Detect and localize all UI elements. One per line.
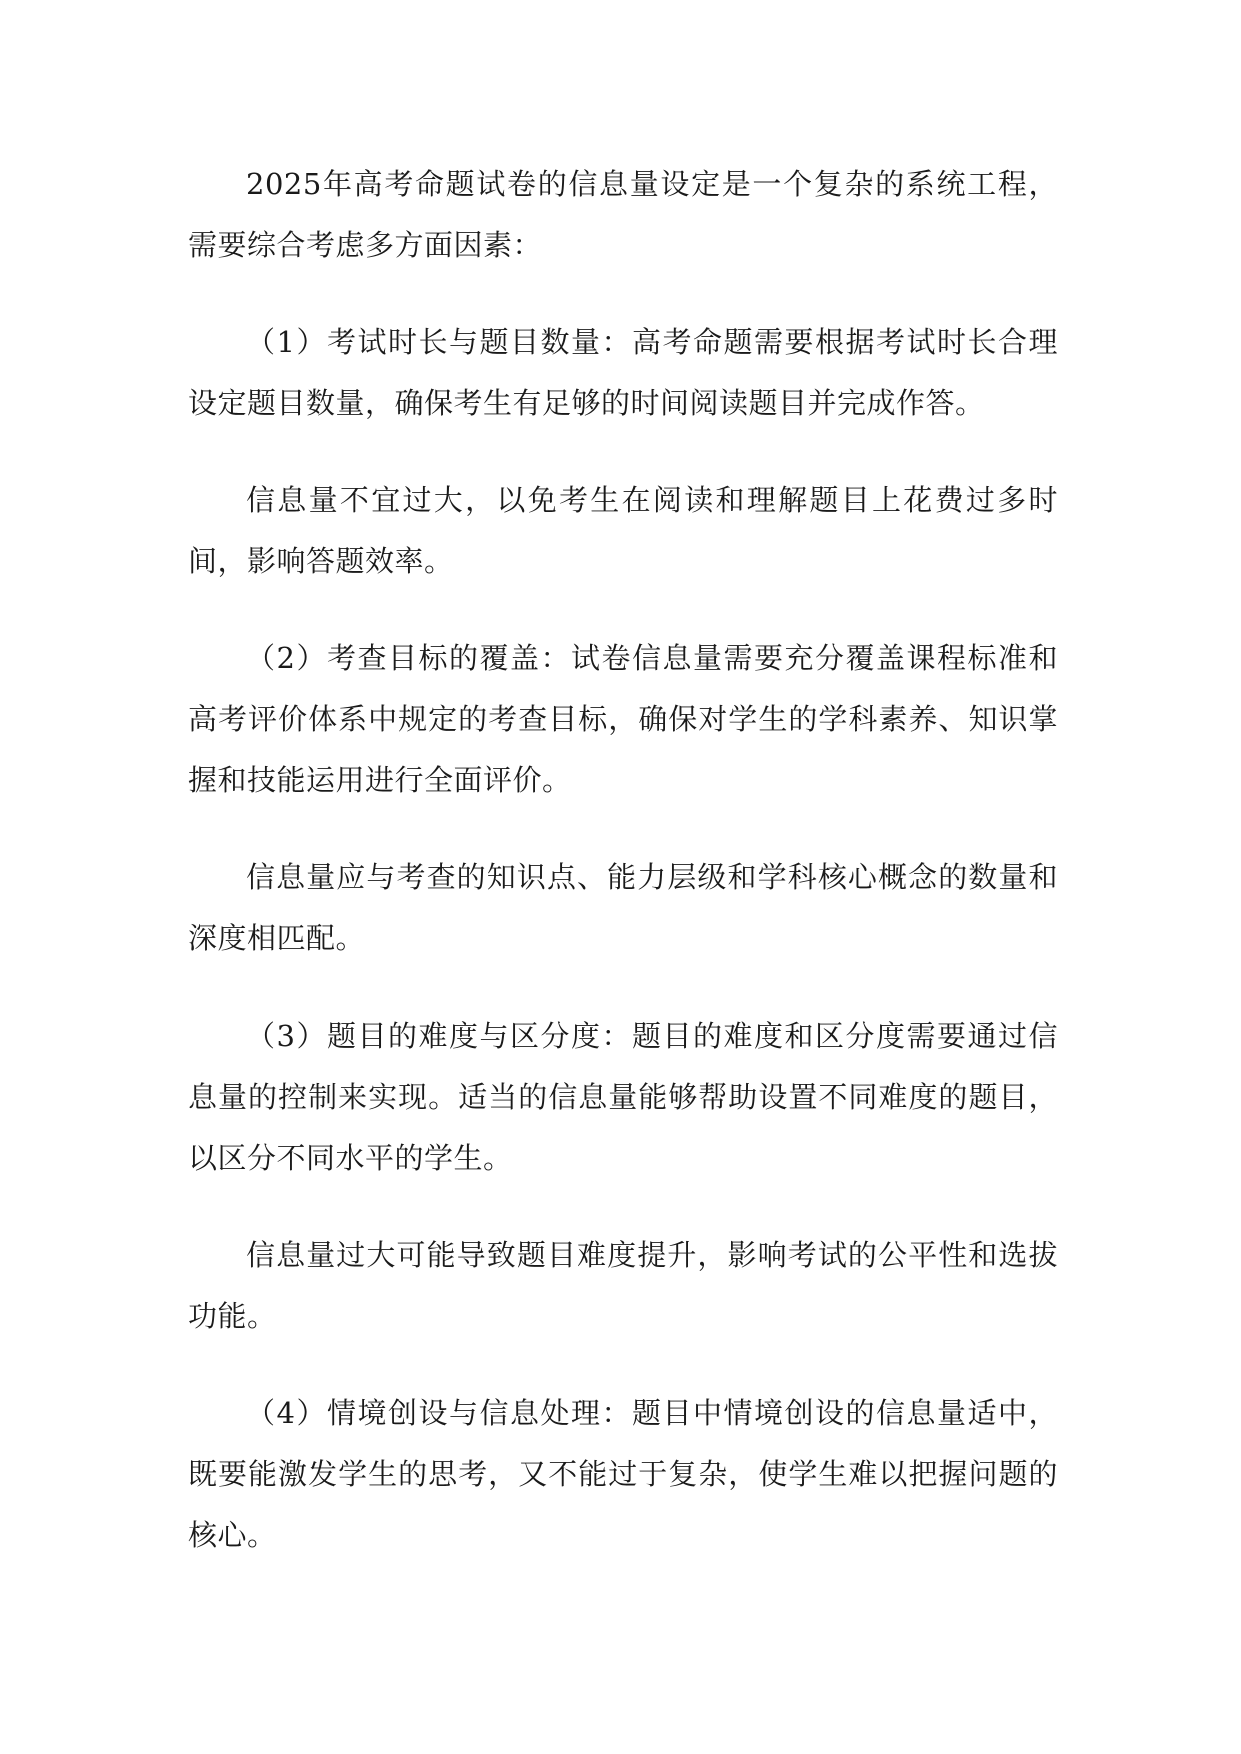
paragraph-item-2-note: 信息量应与考查的知识点、能力层级和学科核心概念的数量和深度相匹配。 — [188, 860, 1058, 955]
paragraph-item-2: （2）考查目标的覆盖：试卷信息量需要充分覆盖课程标准和高考评价体系中规定的考查目标，确保对学生的学科素养、知识掌握和技能运用进行全面评价。 — [188, 641, 1058, 797]
paragraph-item-4: （4）情境创设与信息处理：题目中情境创设的信息量适中，既要能激发学生的思考，又不能过于复杂，使学生难以把握问题的核心。 — [188, 1396, 1058, 1552]
paragraph-item-1-note: 信息量不宜过大，以免考生在阅读和理解题目上花费过多时间，影响答题效率。 — [188, 483, 1058, 578]
paragraph-item-3-note: 信息量过大可能导致题目难度提升，影响考试的公平性和选拔功能。 — [188, 1238, 1058, 1333]
paragraph-item-3: （3）题目的难度与区分度：题目的难度和区分度需要通过信息量的控制来实现。适当的信息量能够帮助设置不同难度的题目，以区分不同水平的学生。 — [188, 1019, 1058, 1175]
paragraph-item-1: （1）考试时长与题目数量：高考命题需要根据考试时长合理设定题目数量，确保考生有足够的时间阅读题目并完成作答。 — [188, 325, 1058, 420]
paragraph-intro: 2025年高考命题试卷的信息量设定是一个复杂的系统工程，需要综合考虑多方面因素： — [188, 167, 1058, 262]
